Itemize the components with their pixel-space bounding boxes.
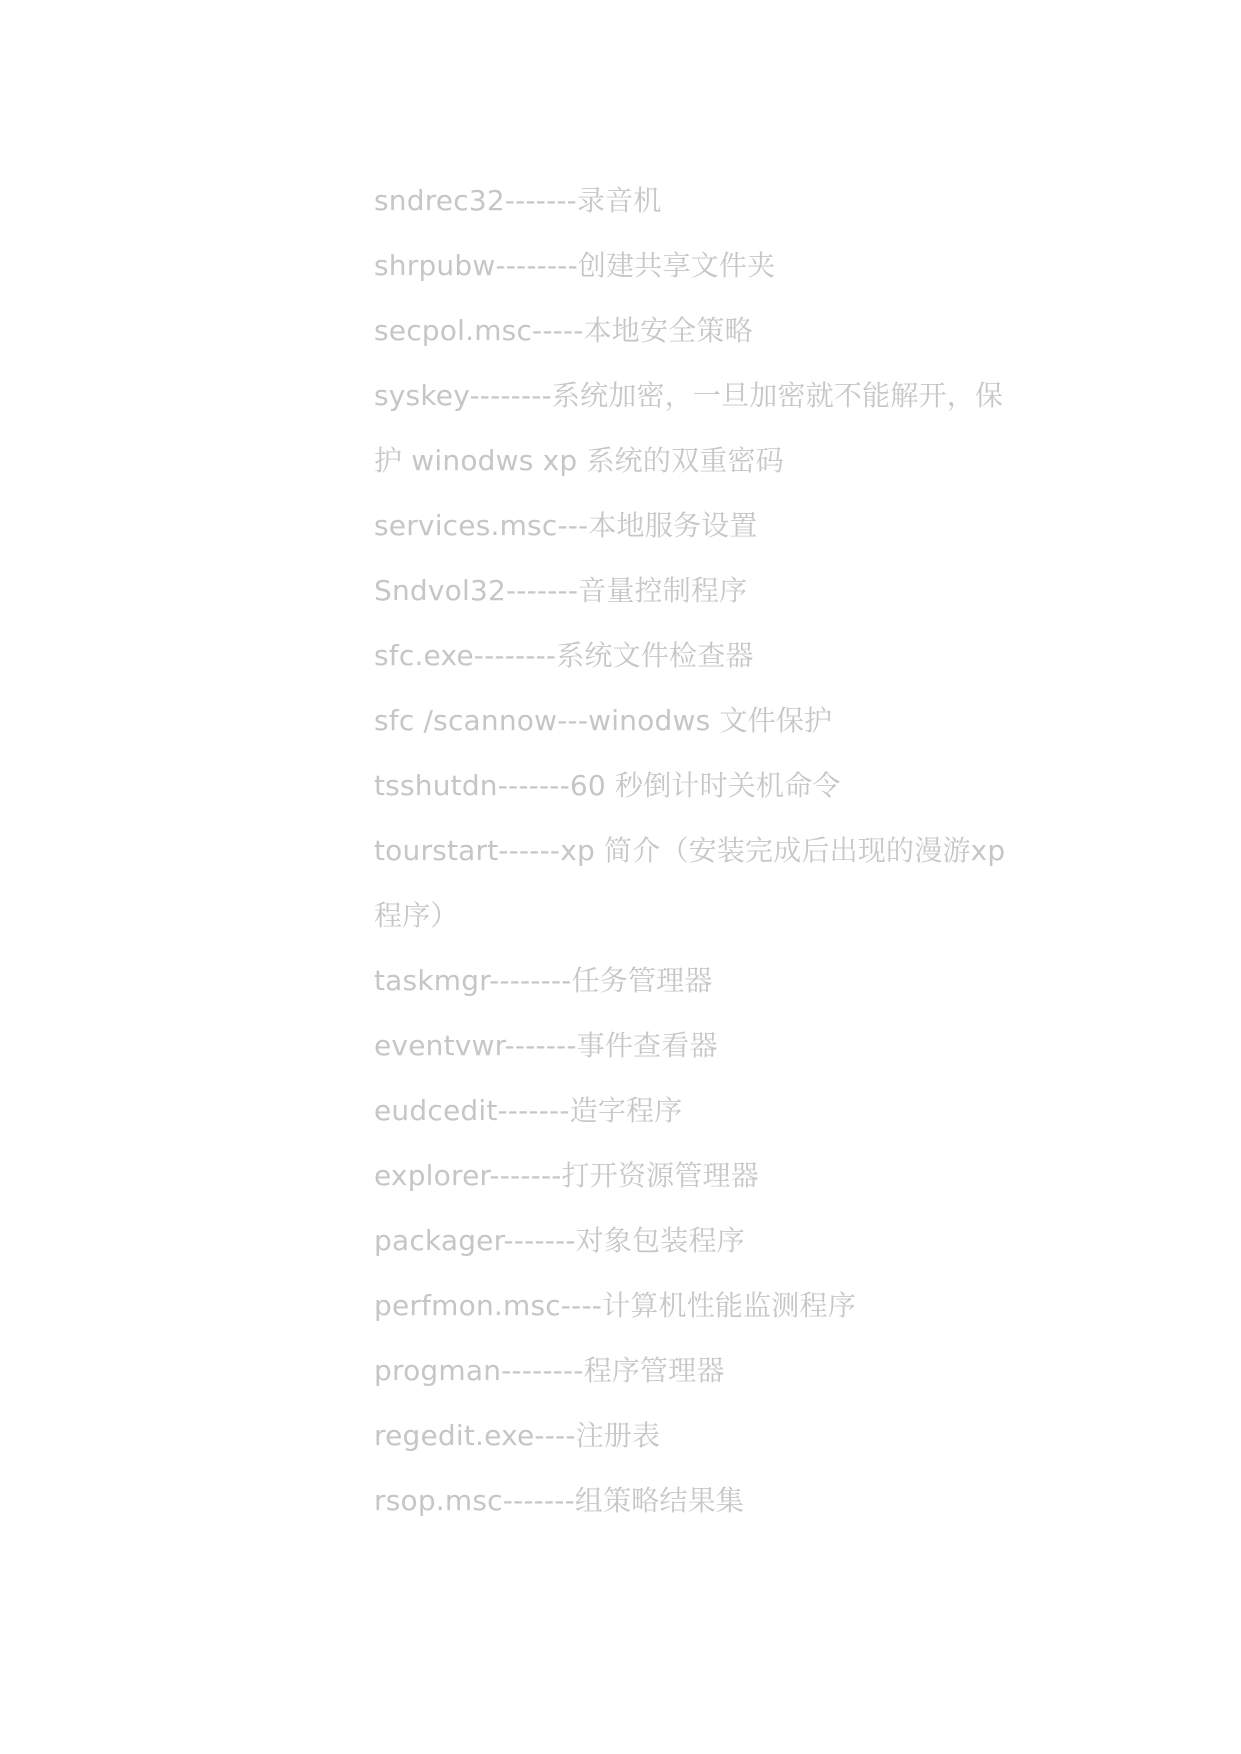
- text-line: regedit.exe----注册表: [374, 1419, 661, 1452]
- text-line: packager-------对象包装程序: [374, 1224, 745, 1257]
- text-line: 护 winodws xp 系统的双重密码: [374, 444, 784, 477]
- text-line: sndrec32-------录音机: [374, 184, 662, 217]
- text-line: eudcedit-------造字程序: [374, 1094, 683, 1127]
- document-body: [374, 168, 1054, 1533]
- text-line: rsop.msc-------组策略结果集: [374, 1484, 745, 1517]
- text-line: Sndvol32-------音量控制程序: [374, 574, 748, 607]
- text-line: perfmon.msc----计算机性能监测程序: [374, 1289, 856, 1322]
- text-line: 程序）: [374, 899, 459, 932]
- text-line: shrpubw--------创建共享文件夹: [374, 249, 776, 282]
- text-line: eventvwr-------事件查看器: [374, 1029, 718, 1062]
- text-line: tsshutdn-------60 秒倒计时关机命令: [374, 769, 841, 802]
- text-line: sfc /scannow---winodws 文件保护: [374, 704, 833, 737]
- text-line: progman--------程序管理器: [374, 1354, 725, 1387]
- text-line: taskmgr--------任务管理器: [374, 964, 713, 997]
- text-line: explorer-------打开资源管理器: [374, 1159, 759, 1192]
- text-line: services.msc---本地服务设置: [374, 509, 758, 542]
- text-line: sfc.exe--------系统文件检查器: [374, 639, 754, 672]
- text-line: tourstart------xp 简介（安装完成后出现的漫游xp: [374, 834, 1006, 867]
- text-line: secpol.msc-----本地安全策略: [374, 314, 753, 347]
- text-line: syskey--------系统加密，一旦加密就不能解开，保: [374, 379, 1004, 412]
